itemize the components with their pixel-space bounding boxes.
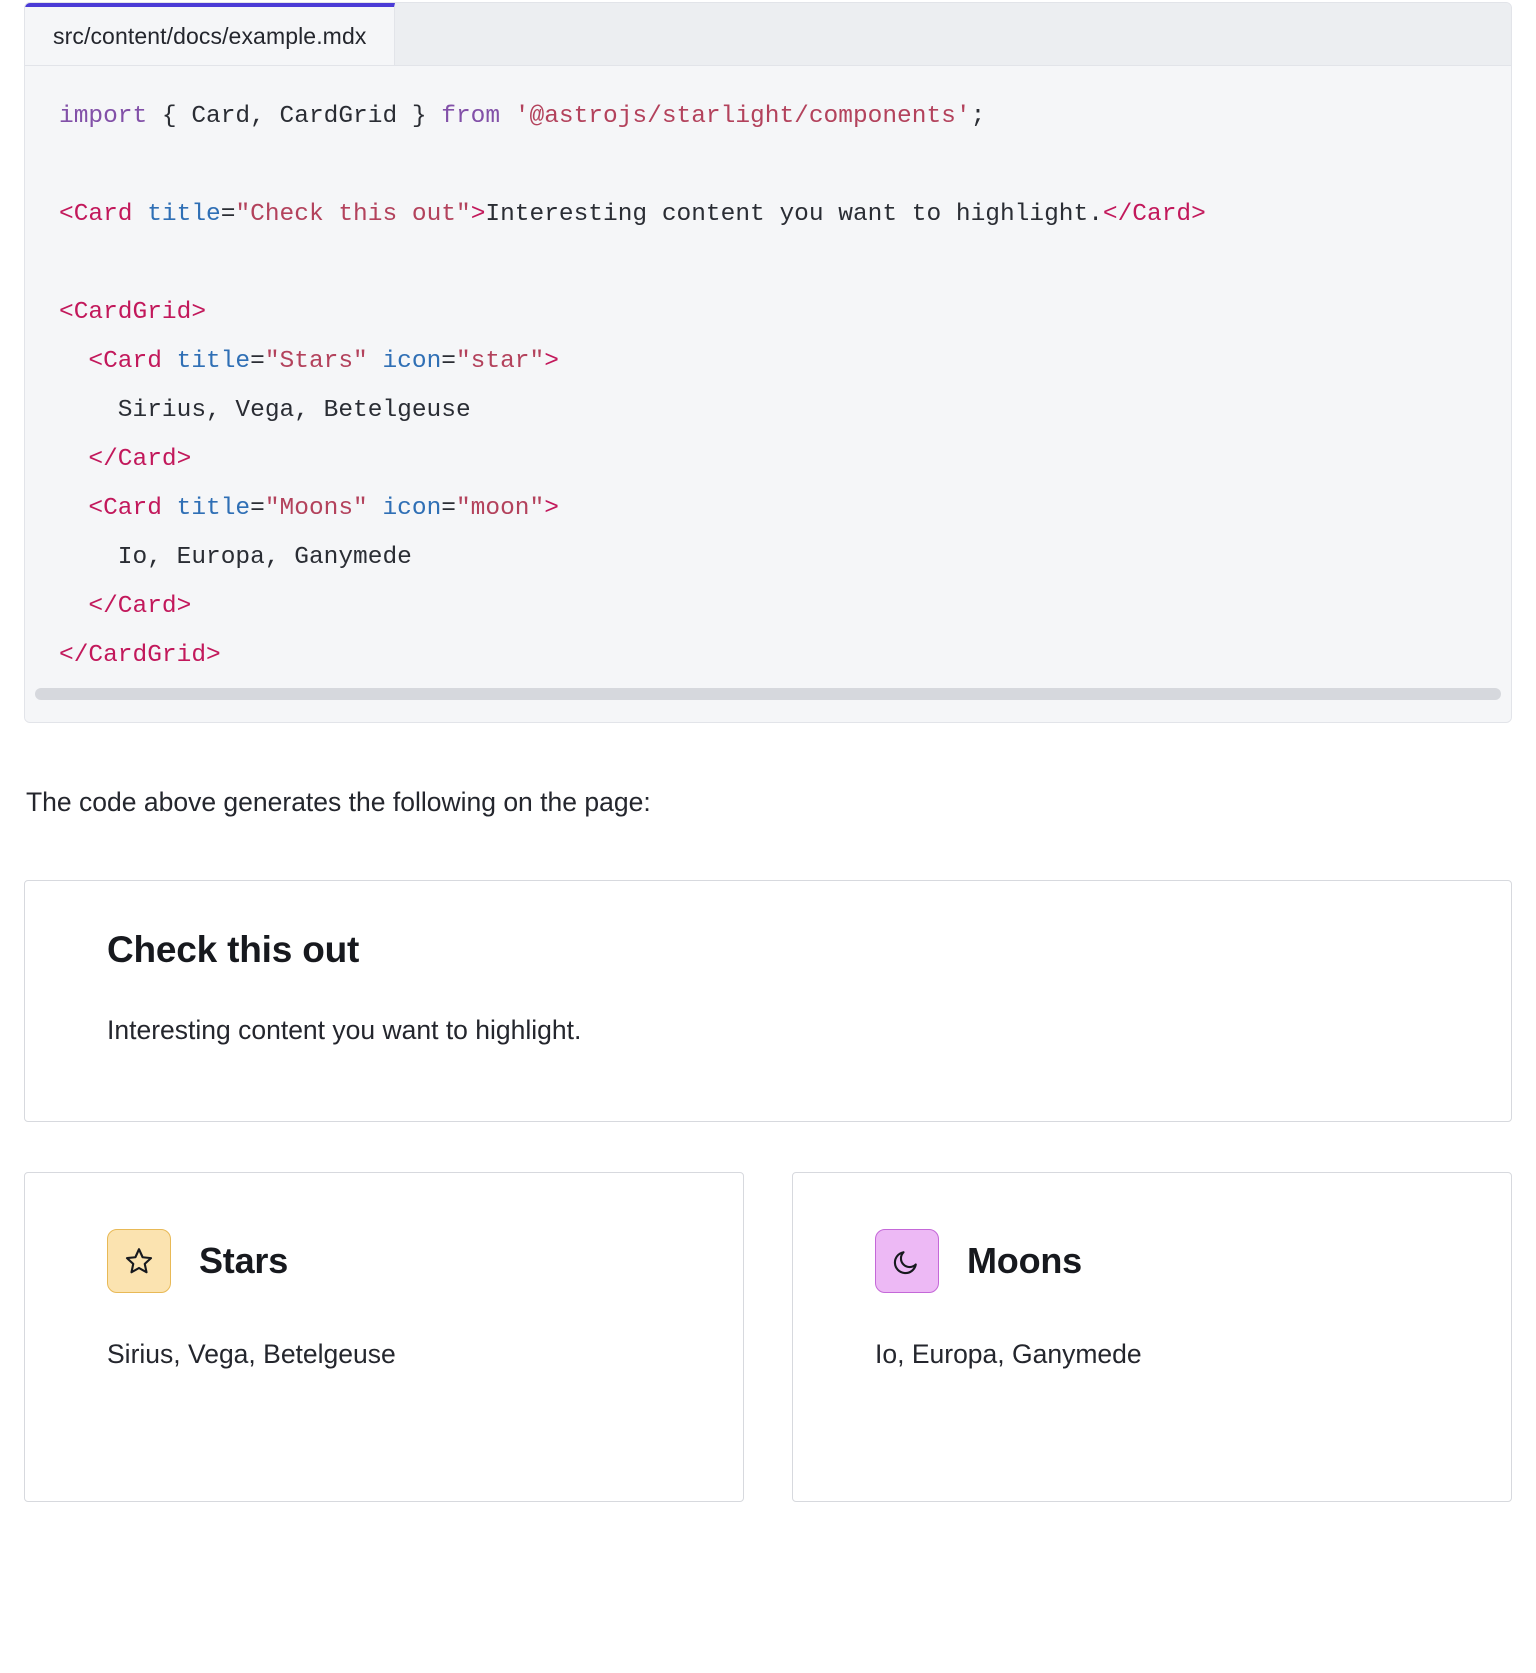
code-token: "moon"	[455, 495, 545, 522]
code-token: >	[544, 348, 559, 375]
code-token	[368, 495, 383, 522]
code-token: </CardGrid>	[59, 642, 221, 669]
code-token: </Card>	[1102, 201, 1206, 228]
code-token: "Stars"	[264, 348, 368, 375]
code-token: </Card>	[59, 446, 192, 473]
code-token: import	[59, 103, 148, 130]
code-block	[24, 2, 1512, 723]
code-token: '@astrojs/starlight/components'	[514, 103, 971, 130]
code-token: =	[250, 495, 265, 522]
code-token: icon	[382, 495, 442, 522]
code-token: icon	[382, 348, 442, 375]
card-header	[107, 1229, 661, 1293]
code-token: <Card	[59, 495, 177, 522]
code-token: Interesting content you want to highlight.	[485, 201, 1103, 228]
code-token: =	[250, 348, 265, 375]
code-token: from	[441, 103, 501, 130]
preview-card-stars	[24, 1172, 744, 1502]
card-body: Io, Europa, Ganymede	[875, 1338, 1142, 1369]
code-token: <Card	[59, 201, 148, 228]
code-token: =	[441, 348, 456, 375]
code-scrollbar-thumb[interactable]	[35, 688, 1501, 700]
card-body: Sirius, Vega, Betelgeuse	[107, 1338, 396, 1369]
code-token: title	[147, 201, 221, 228]
code-token: >	[544, 495, 559, 522]
code-file-name: src/content/docs/example.mdx	[53, 22, 367, 49]
code-token: Sirius, Vega, Betelgeuse	[59, 397, 471, 424]
code-token: =	[441, 495, 456, 522]
code-file-tab[interactable]	[25, 3, 395, 65]
code-token	[368, 348, 383, 375]
card-title: Check this out	[107, 928, 360, 970]
code-token: <Card	[59, 348, 177, 375]
code-token: "Moons"	[264, 495, 368, 522]
code-token	[500, 103, 515, 130]
preview-card-grid	[24, 1172, 1512, 1502]
card-header	[875, 1229, 1429, 1293]
code-token: title	[176, 348, 251, 375]
caption-text: The code above generates the following on the page:	[26, 787, 651, 817]
card-title: Moons	[967, 1239, 1082, 1281]
star-icon	[107, 1229, 171, 1293]
code-content[interactable]	[59, 92, 1477, 680]
code-token: <CardGrid>	[59, 299, 207, 326]
code-horizontal-scrollbar[interactable]	[25, 688, 1511, 722]
code-token: >	[470, 201, 486, 228]
moon-icon	[875, 1229, 939, 1293]
doc-page	[0, 2, 1536, 1502]
preview-card-moons	[792, 1172, 1512, 1502]
card-title: Stars	[199, 1239, 289, 1281]
code-block-tabbar	[25, 3, 1511, 66]
code-token: =	[220, 201, 236, 228]
code-block-body	[25, 66, 1511, 688]
preview-card-check-this-out	[24, 880, 1512, 1122]
code-token: "star"	[455, 348, 545, 375]
card-body: Interesting content you want to highlight.	[107, 1014, 582, 1045]
code-token: Io, Europa, Ganymede	[59, 544, 412, 571]
code-token: { Card, CardGrid }	[147, 103, 442, 130]
code-token: </Card>	[59, 593, 192, 620]
code-token: title	[176, 495, 251, 522]
code-token: "Check this out"	[235, 201, 471, 228]
code-token: ;	[970, 103, 986, 130]
